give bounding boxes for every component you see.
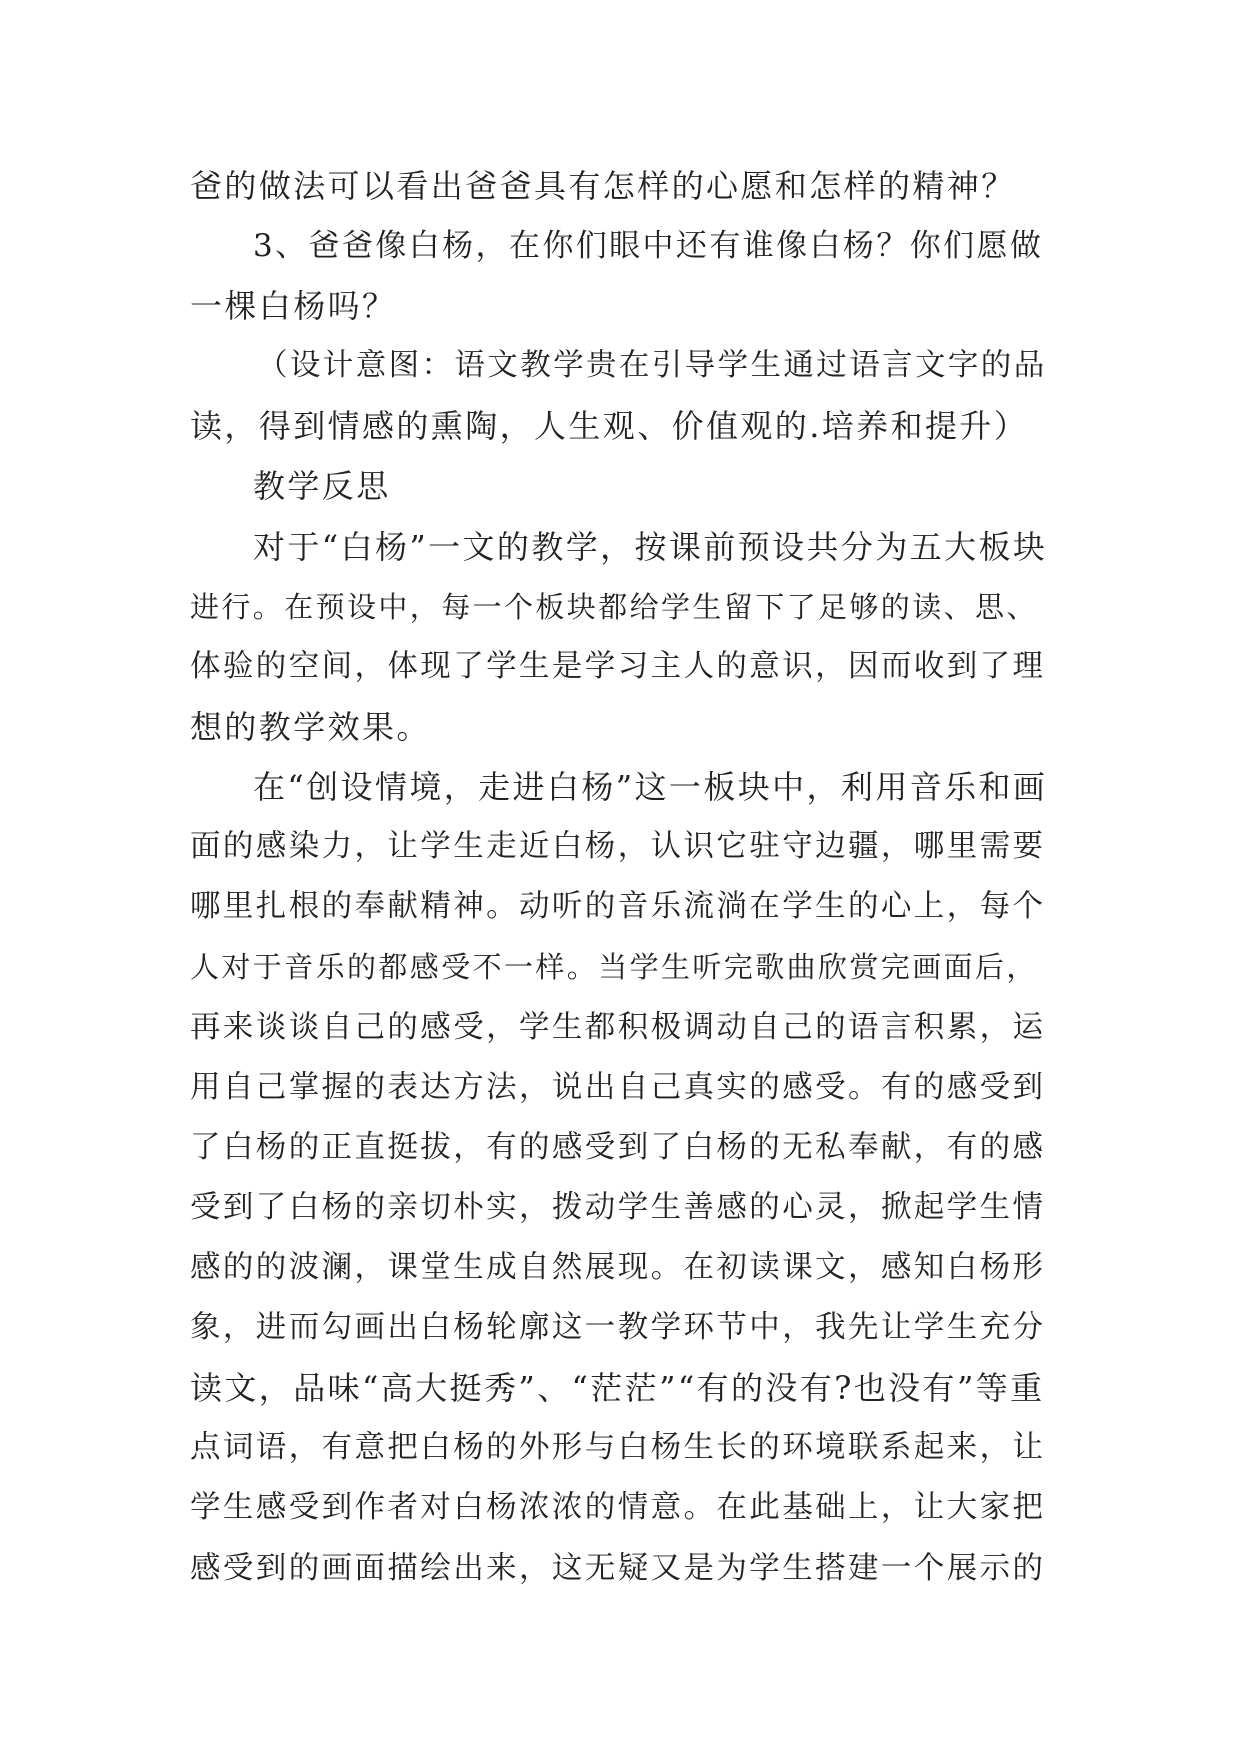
text-line: 读文，品味“高大挺秀”、“茫茫”“有的没有?也没有”等重 (190, 1369, 1045, 1407)
text-line: 在“创设情境，走进白杨”这一板块中，利用音乐和画 (253, 768, 1048, 806)
text-line: 点词语，有意把白杨的外形与白杨生长的环境联系起来，让 (190, 1430, 1046, 1465)
text-line: 读，得到情感的熏陶，人生观、价值观的.培养和提升） (190, 407, 1029, 445)
text-line: 进行。在预设中，每一个板块都给学生留下了足够的读、思、 (190, 590, 1038, 624)
text-line: 了白杨的正直挺拔，有的感受到了白杨的无私奉献，有的感 (190, 1130, 1046, 1165)
text-line: 想的教学效果。 (190, 708, 431, 746)
text-line: 一棵白杨吗？ (190, 287, 397, 325)
text-line: 人对于音乐的都感受不一样。当学生听完歌曲欣赏完画面后， (190, 950, 1038, 984)
text-line: 哪里扎根的奉献精神。动听的音乐流淌在学生的心上，每个 (190, 889, 1046, 924)
text-line: 爸的做法可以看出爸爸具有怎样的心愿和怎样的精神？ (190, 167, 1016, 205)
text-line: 3、爸爸像白杨，在你们眼中还有谁像白杨？你们愿做 (253, 228, 1044, 264)
text-line: 象，进而勾画出白杨轮廓这一教学环节中，我先让学生充分 (190, 1310, 1046, 1345)
text-line: （设计意图：语文教学贵在引导学生通过语言文字的品 (257, 348, 1047, 383)
section-heading: 教学反思 (253, 467, 391, 505)
text-line: 体验的空间，体现了学生是学习主人的意识，因而收到了理 (190, 649, 1046, 684)
text-line: 对于“白杨”一文的教学，按课前预设共分为五大板块 (253, 528, 1048, 566)
text-line: 面的感染力，让学生走近白杨，认识它驻守边疆，哪里需要 (190, 829, 1046, 864)
text-line: 感受到的画面描绘出来，这无疑又是为学生搭建一个展示的 (190, 1551, 1046, 1586)
text-line: 学生感受到作者对白杨浓浓的情意。在此基础上，让大家把 (190, 1490, 1046, 1525)
text-line: 用自己掌握的表达方法，说出自己真实的感受。有的感受到 (190, 1070, 1046, 1105)
text-line: 再来谈谈自己的感受，学生都积极调动自己的语言积累，运 (190, 1010, 1046, 1045)
text-line: 感的的波澜，课堂生成自然展现。在初读课文，感知白杨形 (190, 1250, 1046, 1285)
text-line: 受到了白杨的亲切朴实，拨动学生善感的心灵，掀起学生情 (190, 1190, 1046, 1225)
